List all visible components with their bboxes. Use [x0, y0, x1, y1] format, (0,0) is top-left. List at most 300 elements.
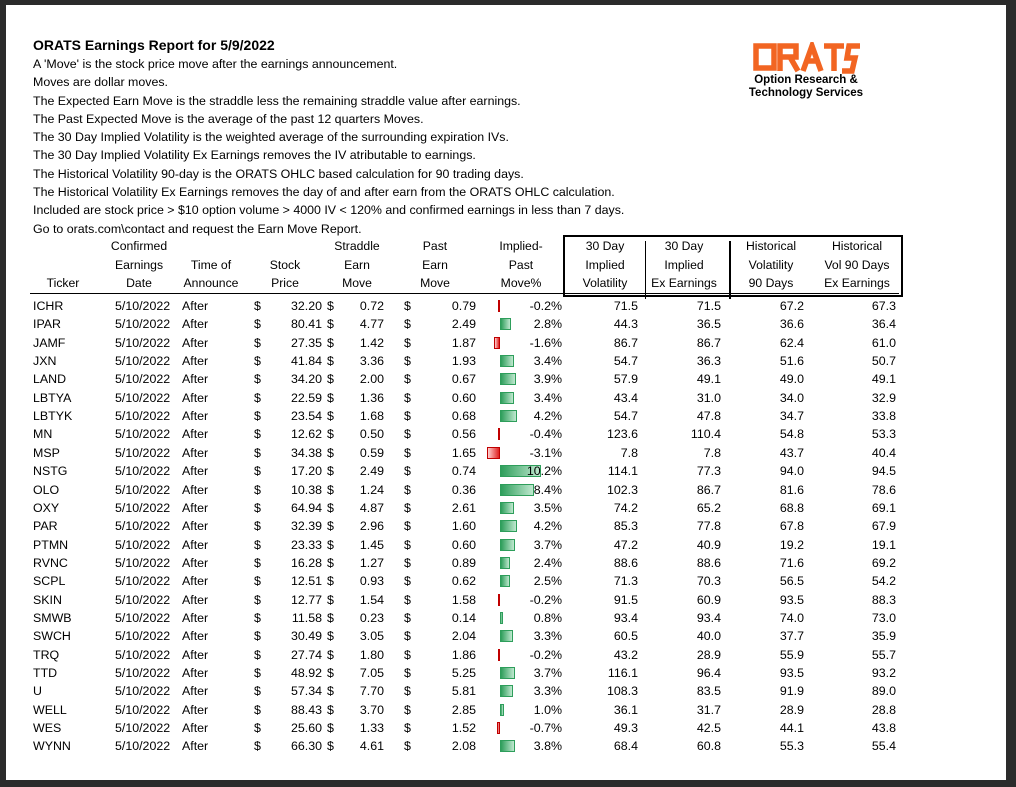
- implied-move-cell: 3.5%: [533, 500, 562, 515]
- straddle-currency: $: [327, 354, 334, 369]
- date-cell: 5/10/2022: [115, 445, 171, 460]
- header-spacer: [30, 235, 561, 293]
- hvex-cell: 49.1: [871, 372, 896, 387]
- time-cell: After: [182, 519, 209, 534]
- table-row: [6, 481, 1006, 499]
- ticker-cell: SKIN: [33, 592, 62, 607]
- straddle-currency: $: [327, 427, 334, 442]
- iv30-cell: 93.4: [613, 610, 638, 625]
- past-cell: 5.81: [451, 684, 476, 699]
- price-currency: $: [254, 610, 261, 625]
- price-cell: 23.33: [290, 537, 322, 552]
- iv30-cell: 116.1: [607, 666, 638, 680]
- iv30ex-cell: 71.5: [696, 299, 721, 313]
- hvex-cell: 61.0: [871, 335, 896, 350]
- ticker-cell: TTD: [33, 666, 58, 680]
- straddle-currency: $: [327, 537, 334, 552]
- hvex-cell: 54.2: [871, 574, 896, 589]
- past-currency: $: [404, 574, 411, 589]
- ticker-cell: RVNC: [33, 555, 68, 570]
- price-currency: $: [254, 317, 261, 332]
- iv30-cell: 88.6: [613, 555, 638, 570]
- time-cell: After: [182, 592, 209, 607]
- note-line: A 'Move' is the stock price move after the earnings announcement.: [33, 57, 398, 71]
- note-line: The 30 Day Implied Volatility Ex Earnings removes the IV atributable to earnings.: [33, 148, 476, 163]
- iv30ex-cell: 42.5: [696, 721, 721, 736]
- price-cell: 17.20: [290, 464, 322, 479]
- time-cell: After: [182, 629, 209, 644]
- hvex-cell: 55.7: [871, 647, 896, 662]
- ticker-cell: U: [33, 684, 42, 699]
- past-cell: 0.79: [451, 299, 476, 313]
- table-row: [6, 352, 1006, 370]
- iv30ex-cell: 60.8: [696, 739, 721, 754]
- iv30ex-cell: 110.4: [690, 427, 721, 442]
- iv30-cell: 74.2: [613, 500, 638, 515]
- straddle-cell: 1.27: [359, 555, 384, 570]
- hv90-cell: 44.1: [779, 721, 804, 736]
- date-cell: 5/10/2022: [115, 519, 171, 534]
- table-row: [6, 572, 1006, 590]
- past-currency: $: [404, 684, 411, 699]
- price-currency: $: [254, 427, 261, 442]
- past-cell: 1.58: [451, 592, 476, 607]
- time-cell: After: [182, 354, 209, 369]
- ticker-cell: ICHR: [33, 299, 64, 313]
- straddle-cell: 0.93: [359, 574, 384, 589]
- date-cell: 5/10/2022: [115, 335, 171, 350]
- iv30-cell: 49.3: [613, 721, 638, 736]
- negative-move-bar: [498, 300, 500, 312]
- straddle-currency: $: [327, 519, 334, 534]
- price-currency: $: [254, 390, 261, 405]
- time-cell: After: [182, 739, 209, 754]
- time-cell: After: [182, 500, 209, 515]
- hv90-cell: 68.8: [779, 500, 804, 515]
- hvex-cell: 88.3: [871, 592, 896, 607]
- straddle-cell: 1.54: [359, 592, 384, 607]
- iv30-cell: 123.6: [606, 427, 638, 442]
- past-currency: $: [404, 739, 411, 754]
- hvex-cell: 67.3: [871, 299, 896, 313]
- col-header-iv30: 30 Day Implied Volatility: [582, 239, 628, 291]
- implied-move-cell: 2.8%: [533, 317, 562, 332]
- implied-move-cell: 3.3%: [533, 629, 562, 644]
- past-cell: 1.87: [451, 335, 476, 350]
- iv30ex-cell: 86.7: [696, 482, 721, 497]
- past-currency: $: [404, 629, 411, 644]
- price-cell: 27.35: [290, 335, 322, 350]
- ticker-cell: WES: [33, 721, 62, 736]
- iv30-cell: 47.2: [613, 537, 638, 552]
- iv30-cell: 71.5: [613, 299, 638, 313]
- past-currency: $: [404, 354, 411, 369]
- iv30ex-cell: 31.0: [696, 390, 721, 405]
- price-currency: $: [254, 629, 261, 644]
- price-cell: 41.84: [290, 354, 322, 369]
- straddle-cell: 1.33: [359, 721, 384, 736]
- date-cell: 5/10/2022: [115, 464, 171, 479]
- time-cell: After: [182, 647, 209, 662]
- table-row: [6, 664, 1006, 682]
- past-cell: 0.56: [451, 427, 476, 442]
- straddle-cell: 1.42: [359, 335, 384, 350]
- price-cell: 32.39: [290, 519, 322, 534]
- positive-move-bar: [500, 704, 504, 716]
- past-currency: $: [404, 482, 411, 497]
- ticker-cell: TRQ: [33, 647, 60, 662]
- ticker-cell: SCPL: [33, 574, 66, 589]
- past-cell: 2.61: [451, 500, 476, 515]
- ticker-cell: IPAR: [33, 317, 61, 332]
- straddle-currency: $: [327, 390, 334, 405]
- iv30-cell: 114.1: [607, 464, 638, 479]
- past-currency: $: [404, 299, 411, 313]
- price-currency: $: [254, 464, 261, 479]
- straddle-cell: 4.61: [359, 739, 384, 754]
- time-cell: After: [182, 702, 209, 717]
- price-cell: 64.94: [290, 500, 322, 515]
- implied-move-cell: -0.2%: [529, 647, 562, 662]
- table-row: [6, 297, 1006, 315]
- ticker-cell: OLO: [33, 482, 60, 497]
- ticker-cell: WYNN: [33, 739, 71, 754]
- straddle-currency: $: [327, 299, 334, 313]
- iv30ex-cell: 40.0: [696, 629, 721, 644]
- past-cell: 0.68: [451, 409, 476, 424]
- ticker-cell: OXY: [33, 500, 60, 515]
- iv30ex-cell: 49.1: [696, 372, 721, 387]
- straddle-cell: 0.23: [359, 610, 384, 625]
- time-cell: After: [182, 464, 209, 479]
- time-cell: After: [182, 409, 209, 424]
- time-cell: After: [182, 317, 209, 332]
- iv30-cell: 7.8: [620, 445, 638, 460]
- negative-move-bar: [487, 447, 500, 459]
- iv30ex-cell: 40.9: [696, 537, 721, 552]
- logo-line-1: Option Research &: [754, 74, 858, 86]
- date-cell: 5/10/2022: [115, 555, 171, 570]
- past-cell: 2.49: [451, 317, 476, 332]
- straddle-currency: $: [327, 592, 334, 607]
- straddle-cell: 1.80: [359, 647, 384, 662]
- straddle-currency: $: [327, 666, 334, 680]
- col-header-hvex: Historical Vol 90 Days Ex Earnings: [824, 239, 890, 291]
- straddle-cell: 1.24: [359, 482, 384, 497]
- iv30-cell: 68.4: [613, 739, 638, 754]
- table-row: [6, 425, 1006, 443]
- header-box: [563, 235, 903, 297]
- date-cell: 5/10/2022: [115, 427, 171, 442]
- report-title: ORATS Earnings Report for 5/9/2022: [33, 37, 275, 53]
- hvex-cell: 50.7: [871, 354, 896, 369]
- past-cell: 5.25: [451, 666, 476, 680]
- iv30ex-cell: 77.3: [696, 464, 721, 479]
- iv30ex-cell: 60.9: [696, 592, 721, 607]
- note-line: The 30 Day Implied Volatility is the weighted average of the surrounding expiration IVs.: [33, 130, 509, 145]
- price-currency: $: [254, 372, 261, 387]
- hv90-cell: 51.6: [779, 354, 804, 369]
- straddle-currency: $: [327, 335, 334, 350]
- table-row: [6, 646, 1006, 664]
- col-header-straddle: Straddle Earn Move: [334, 239, 380, 291]
- price-currency: $: [254, 354, 261, 369]
- orats-wordmark-icon: [750, 42, 862, 74]
- hv90-cell: 36.6: [779, 317, 804, 332]
- negative-move-bar: [494, 337, 500, 349]
- iv30ex-cell: 77.8: [696, 519, 721, 534]
- price-cell: 32.20: [290, 299, 322, 313]
- past-currency: $: [404, 409, 411, 424]
- iv30ex-cell: 88.6: [696, 555, 721, 570]
- price-cell: 30.49: [290, 629, 322, 644]
- iv30ex-cell: 28.9: [696, 647, 721, 662]
- ticker-cell: SWCH: [33, 629, 71, 644]
- ticker-cell: JXN: [33, 354, 57, 369]
- time-cell: After: [182, 299, 209, 313]
- note-line: Go to orats.com\contact and request the Earn Move Report.: [33, 221, 362, 236]
- table-row: [6, 737, 1006, 755]
- straddle-currency: $: [327, 372, 334, 387]
- price-currency: $: [254, 647, 261, 662]
- price-currency: $: [254, 702, 261, 717]
- straddle-cell: 7.70: [359, 684, 384, 699]
- iv30ex-cell: 83.5: [696, 684, 721, 699]
- price-currency: $: [254, 721, 261, 736]
- ticker-cell: PTMN: [33, 537, 69, 552]
- implied-move-cell: -1.6%: [529, 335, 562, 350]
- past-currency: $: [404, 721, 411, 736]
- hv90-cell: 93.5: [779, 666, 804, 680]
- past-cell: 0.36: [451, 482, 476, 497]
- note-line: The Historical Volatility Ex Earnings removes the day of and after earn from the ORATS OHLC calculation.: [33, 185, 615, 200]
- date-cell: 5/10/2022: [115, 372, 171, 387]
- iv30-cell: 91.5: [613, 592, 638, 607]
- past-currency: $: [404, 647, 411, 662]
- straddle-cell: 4.77: [359, 317, 384, 332]
- hvex-cell: 93.2: [871, 666, 896, 680]
- hvex-cell: 53.3: [871, 427, 896, 442]
- straddle-currency: $: [327, 684, 334, 699]
- negative-move-bar: [498, 428, 500, 440]
- hv90-cell: 56.5: [779, 574, 804, 589]
- hvex-cell: 28.8: [871, 702, 896, 717]
- hvex-cell: 35.9: [871, 629, 896, 644]
- past-currency: $: [404, 317, 411, 332]
- hvex-cell: 69.2: [871, 555, 896, 570]
- hvex-cell: 69.1: [871, 500, 896, 515]
- ticker-cell: JAMF: [33, 335, 66, 350]
- date-cell: 5/10/2022: [115, 317, 171, 332]
- report-notes: [33, 55, 624, 238]
- hv90-cell: 34.0: [779, 390, 804, 405]
- report-page: [6, 5, 1006, 780]
- ticker-cell: MSP: [33, 445, 60, 460]
- time-cell: After: [182, 684, 209, 699]
- straddle-currency: $: [327, 629, 334, 644]
- past-currency: $: [404, 390, 411, 405]
- price-currency: $: [254, 409, 261, 424]
- iv30-cell: 36.1: [613, 702, 638, 717]
- iv30-cell: 57.9: [613, 372, 638, 387]
- table-row: [6, 370, 1006, 388]
- col-header-iv30ex: 30 Day Implied Ex Earnings: [651, 239, 717, 291]
- date-cell: 5/10/2022: [115, 500, 171, 515]
- col-header-hv90: Historical Volatility 90 Days: [745, 239, 797, 291]
- hv90-cell: 43.7: [779, 445, 804, 460]
- straddle-cell: 0.72: [359, 299, 384, 313]
- iv30-cell: 86.7: [613, 335, 638, 350]
- time-cell: After: [182, 390, 209, 405]
- past-currency: $: [404, 666, 411, 680]
- straddle-currency: $: [327, 409, 334, 424]
- implied-move-cell: -0.2%: [529, 592, 562, 607]
- date-cell: 5/10/2022: [115, 721, 171, 736]
- straddle-cell: 2.00: [359, 372, 384, 387]
- iv30ex-cell: 65.2: [696, 500, 721, 515]
- date-cell: 5/10/2022: [115, 409, 171, 424]
- past-cell: 0.60: [451, 537, 476, 552]
- past-currency: $: [404, 445, 411, 460]
- price-currency: $: [254, 500, 261, 515]
- straddle-cell: 2.49: [359, 464, 384, 479]
- past-cell: 0.89: [451, 555, 476, 570]
- straddle-currency: $: [327, 317, 334, 332]
- negative-move-bar: [498, 649, 500, 661]
- iv30-cell: 43.2: [613, 647, 638, 662]
- price-currency: $: [254, 574, 261, 589]
- note-line: Moves are dollar moves.: [33, 75, 168, 90]
- price-cell: 12.77: [290, 592, 322, 607]
- hvex-cell: 73.0: [871, 610, 896, 625]
- past-currency: $: [404, 427, 411, 442]
- date-cell: 5/10/2022: [115, 739, 171, 754]
- ticker-cell: SMWB: [33, 610, 72, 625]
- implied-move-cell: 3.4%: [533, 390, 562, 405]
- iv30-cell: 54.7: [613, 354, 638, 369]
- price-currency: $: [254, 537, 261, 552]
- straddle-cell: 2.96: [359, 519, 384, 534]
- iv30ex-cell: 86.7: [696, 335, 721, 350]
- past-currency: $: [404, 537, 411, 552]
- straddle-cell: 0.50: [359, 427, 384, 442]
- implied-move-cell: 0.8%: [533, 610, 562, 625]
- hvex-cell: 43.8: [871, 721, 896, 736]
- table-row: [6, 499, 1006, 517]
- hvex-cell: 94.5: [871, 464, 896, 479]
- straddle-currency: $: [327, 721, 334, 736]
- ticker-cell: PAR: [33, 519, 58, 534]
- past-currency: $: [404, 610, 411, 625]
- hv90-cell: 81.6: [779, 482, 804, 497]
- past-currency: $: [404, 335, 411, 350]
- iv30-cell: 102.3: [606, 482, 638, 497]
- table-row: [6, 609, 1006, 627]
- past-cell: 0.62: [451, 574, 476, 589]
- hv90-cell: 91.9: [779, 684, 804, 699]
- implied-move-cell: -3.1%: [529, 445, 562, 460]
- price-cell: 11.58: [291, 610, 322, 625]
- iv30-cell: 85.3: [613, 519, 638, 534]
- hvex-cell: 89.0: [871, 684, 896, 699]
- implied-move-cell: -0.7%: [529, 721, 562, 736]
- past-currency: $: [404, 372, 411, 387]
- straddle-currency: $: [327, 500, 334, 515]
- col-header-past: Past Earn Move: [420, 239, 450, 291]
- straddle-cell: 3.05: [359, 629, 384, 644]
- table-row: [6, 719, 1006, 737]
- iv30ex-cell: 93.4: [696, 610, 721, 625]
- note-line: The Historical Volatility 90-day is the ORATS OHLC based calculation for 90 trading days.: [33, 166, 524, 181]
- hvex-cell: 19.1: [871, 537, 896, 552]
- table-row: [6, 462, 1006, 480]
- price-cell: 12.51: [290, 574, 322, 589]
- price-currency: $: [254, 684, 261, 699]
- table-row: [6, 536, 1006, 554]
- table-row: [6, 591, 1006, 609]
- straddle-cell: 4.87: [359, 500, 384, 515]
- hv90-cell: 94.0: [779, 464, 804, 479]
- table-row: [6, 682, 1006, 700]
- ticker-cell: LAND: [33, 372, 67, 387]
- straddle-cell: 3.36: [359, 354, 384, 369]
- hv90-cell: 93.5: [779, 592, 804, 607]
- date-cell: 5/10/2022: [115, 610, 171, 625]
- time-cell: After: [182, 482, 209, 497]
- table-row: [6, 701, 1006, 719]
- date-cell: 5/10/2022: [115, 702, 171, 717]
- past-currency: $: [404, 555, 411, 570]
- straddle-currency: $: [327, 610, 334, 625]
- hvex-cell: 33.8: [871, 409, 896, 424]
- implied-move-cell: 2.5%: [533, 574, 562, 589]
- hvex-cell: 32.9: [871, 390, 896, 405]
- ticker-cell: LBTYA: [33, 390, 72, 405]
- price-currency: $: [254, 592, 261, 607]
- time-cell: After: [182, 335, 209, 350]
- date-cell: 5/10/2022: [115, 684, 171, 699]
- hv90-cell: 67.8: [779, 519, 804, 534]
- hv90-cell: 54.8: [779, 427, 804, 442]
- price-cell: 80.41: [290, 317, 322, 332]
- hv90-cell: 34.7: [779, 409, 804, 424]
- header-divider: [645, 241, 646, 299]
- iv30ex-cell: 96.4: [696, 666, 721, 680]
- date-cell: 5/10/2022: [115, 574, 171, 589]
- table-row: [6, 407, 1006, 425]
- implied-move-cell: 4.2%: [533, 409, 562, 424]
- price-cell: 57.34: [290, 684, 322, 699]
- hvex-cell: 55.4: [871, 739, 896, 754]
- hv90-cell: 28.9: [779, 702, 804, 717]
- past-cell: 0.14: [451, 610, 476, 625]
- note-line: The Past Expected Move is the average of the past 12 quarters Moves.: [33, 111, 424, 126]
- date-cell: 5/10/2022: [115, 537, 171, 552]
- price-currency: $: [254, 482, 261, 497]
- straddle-cell: 1.68: [359, 409, 384, 424]
- hv90-cell: 37.7: [779, 629, 804, 644]
- straddle-cell: 1.36: [359, 390, 384, 405]
- date-cell: 5/10/2022: [115, 629, 171, 644]
- iv30-cell: 71.3: [613, 574, 638, 589]
- straddle-currency: $: [327, 482, 334, 497]
- iv30-cell: 44.3: [613, 317, 638, 332]
- iv30ex-cell: 36.3: [696, 354, 721, 369]
- iv30-cell: 108.3: [606, 684, 638, 699]
- price-currency: $: [254, 739, 261, 754]
- straddle-currency: $: [327, 574, 334, 589]
- hvex-cell: 67.9: [871, 519, 896, 534]
